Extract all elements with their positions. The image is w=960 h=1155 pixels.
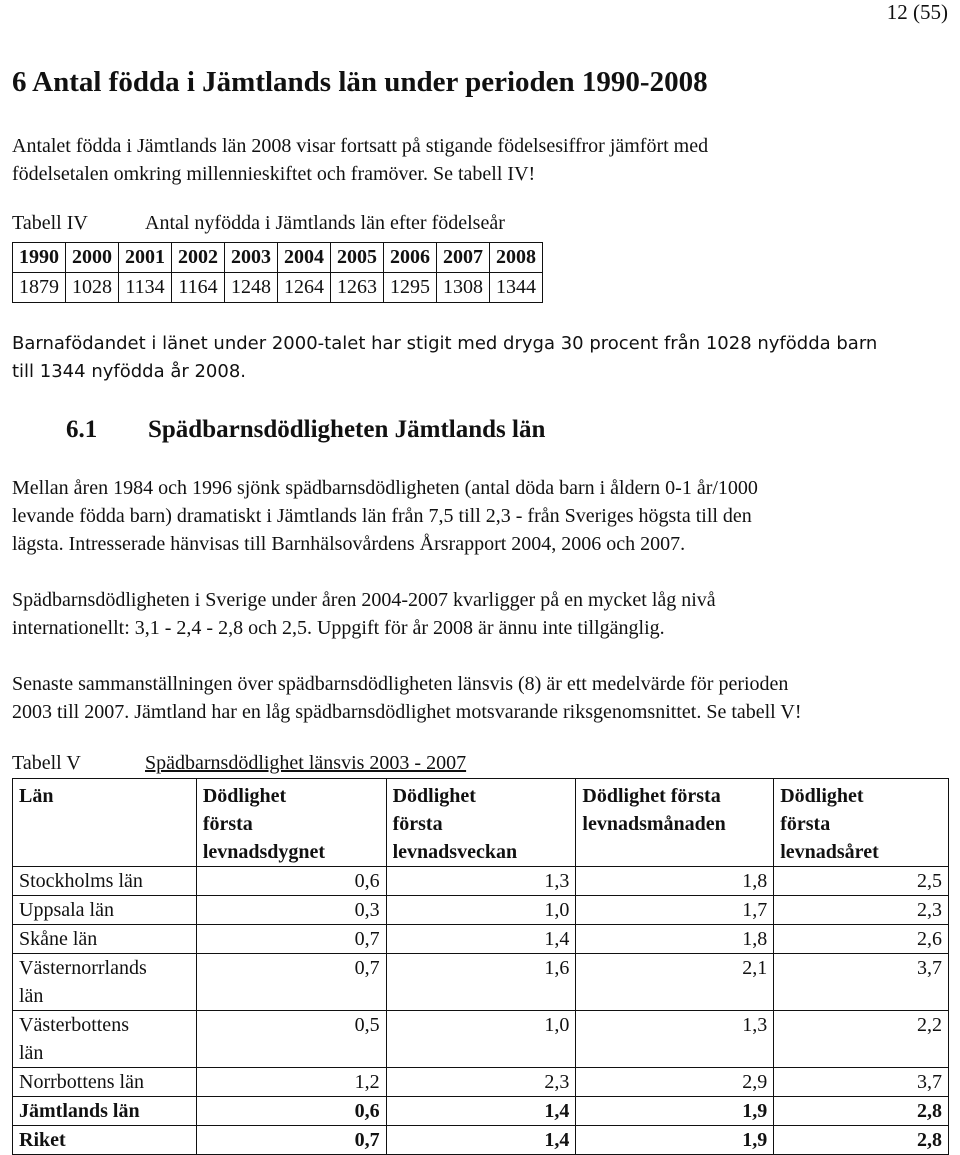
value-cell: 2,1 bbox=[576, 954, 774, 1011]
section-heading: 6 Antal födda i Jämtlands län under perioden 1990-2008 bbox=[12, 66, 708, 98]
region-line: län bbox=[19, 985, 44, 1007]
header-line: Län bbox=[19, 785, 54, 807]
value-cell: 1,3 bbox=[576, 1011, 774, 1068]
table5-caption bbox=[12, 752, 466, 775]
value-cell: 0,7 bbox=[196, 954, 386, 1011]
mortality-paragraph bbox=[12, 474, 952, 558]
subsection-heading bbox=[66, 416, 545, 444]
value-cell: 2,8 bbox=[774, 1126, 949, 1155]
births-cell: 1879 bbox=[13, 273, 66, 303]
value-cell: 2,8 bbox=[774, 1097, 949, 1126]
header-line: första bbox=[392, 813, 443, 835]
header-month bbox=[576, 779, 774, 867]
header-line: Dödlighet bbox=[392, 785, 476, 807]
header-region bbox=[13, 779, 197, 867]
table-row bbox=[13, 1011, 949, 1068]
value-cell: 0,7 bbox=[196, 925, 386, 954]
year-cell: 2006 bbox=[384, 243, 437, 273]
region-cell: Uppsala län bbox=[13, 896, 197, 925]
paragraph-line: Senaste sammanställningen över spädbarnsdödligheten länsvis (8) är ett medelvärde för perioden bbox=[12, 673, 789, 695]
region-cell: Norrbottens län bbox=[13, 1068, 197, 1097]
paragraph-line: internationellt: 3,1 - 2,4 - 2,8 och 2,5. Uppgift för år 2008 är ännu inte tillgänglig. bbox=[12, 617, 665, 639]
page-number: 12 (55) bbox=[886, 0, 948, 24]
table-row bbox=[13, 925, 949, 954]
table5-label: Tabell V bbox=[12, 752, 81, 774]
header-line: levnadsdygnet bbox=[202, 841, 326, 863]
value-cell: 1,8 bbox=[576, 925, 774, 954]
births-cell: 1344 bbox=[490, 273, 543, 303]
births-cell: 1295 bbox=[384, 273, 437, 303]
value-cell: 2,2 bbox=[774, 1011, 949, 1068]
region-line: län bbox=[19, 1042, 44, 1064]
header-line: levnadsåret bbox=[780, 841, 879, 863]
births-cell: 1264 bbox=[278, 273, 331, 303]
value-cell: 0,3 bbox=[196, 896, 386, 925]
value-cell: 1,0 bbox=[386, 1011, 576, 1068]
header-line: levnadsmånaden bbox=[582, 813, 726, 835]
region-line: Västerbottens bbox=[19, 1014, 129, 1036]
mortality-header-row bbox=[13, 779, 949, 867]
region-cell: Jämtlands län bbox=[13, 1097, 197, 1126]
header-line: Dödlighet bbox=[202, 785, 287, 807]
value-cell: 3,7 bbox=[774, 1068, 949, 1097]
value-cell: 0,7 bbox=[196, 1126, 386, 1155]
header-week bbox=[386, 779, 576, 867]
subsection-number: 6.1 bbox=[66, 416, 98, 443]
region-line: Västernorrlands bbox=[19, 957, 147, 979]
table4-label: Tabell IV bbox=[12, 212, 88, 234]
value-cell: 1,0 bbox=[386, 896, 576, 925]
value-cell: 1,4 bbox=[386, 925, 576, 954]
value-cell: 1,4 bbox=[386, 1126, 576, 1155]
value-cell: 1,6 bbox=[386, 954, 576, 1011]
value-cell: 1,8 bbox=[576, 867, 774, 896]
value-cell: 1,4 bbox=[386, 1097, 576, 1126]
table-row bbox=[13, 1126, 949, 1155]
births-cell: 1263 bbox=[331, 273, 384, 303]
paragraph-line: Mellan åren 1984 och 1996 sjönk spädbarnsdödligheten (antal döda barn i åldern 0-1 år/1000 bbox=[12, 477, 758, 499]
value-cell: 1,9 bbox=[576, 1126, 774, 1155]
births-paragraph-line: till 1344 nyfödda år 2008. bbox=[12, 361, 247, 382]
region-cell: Skåne län bbox=[13, 925, 197, 954]
year-cell: 2005 bbox=[331, 243, 384, 273]
table-row bbox=[13, 896, 949, 925]
births-count-row bbox=[13, 273, 543, 303]
births-years-row bbox=[13, 243, 543, 273]
paragraph-line: 2003 till 2007. Jämtland har en låg spädbarnsdödlighet motsvarande riksgenomsnittet. Se tabell V! bbox=[12, 701, 802, 723]
births-paragraph-line: Barnafödandet i länet under 2000-talet har stigit med dryga 30 procent från 1028 nyfödda barn bbox=[12, 333, 878, 354]
paragraph-line: Spädbarnsdödligheten i Sverige under åren 2004-2007 kvarligger på en mycket låg nivå bbox=[12, 589, 716, 611]
value-cell: 0,6 bbox=[196, 867, 386, 896]
value-cell: 3,7 bbox=[774, 954, 949, 1011]
paragraph-line: lägsta. Intresserade hänvisas till Barnhälsovårdens Årsrapport 2004, 2006 och 2007. bbox=[12, 533, 686, 555]
region-cell: Stockholms län bbox=[13, 867, 197, 896]
year-cell: 2001 bbox=[119, 243, 172, 273]
table-row bbox=[13, 954, 949, 1011]
value-cell: 2,9 bbox=[576, 1068, 774, 1097]
year-cell: 2008 bbox=[490, 243, 543, 273]
births-table bbox=[12, 242, 543, 303]
value-cell: 0,5 bbox=[196, 1011, 386, 1068]
mortality-table bbox=[12, 778, 949, 1155]
value-cell: 2,5 bbox=[774, 867, 949, 896]
value-cell: 2,6 bbox=[774, 925, 949, 954]
value-cell: 1,9 bbox=[576, 1097, 774, 1126]
value-cell: 1,7 bbox=[576, 896, 774, 925]
intro-paragraph bbox=[12, 132, 952, 188]
births-cell: 1028 bbox=[66, 273, 119, 303]
header-line: första bbox=[780, 813, 831, 835]
value-cell: 0,6 bbox=[196, 1097, 386, 1126]
value-cell: 2,3 bbox=[774, 896, 949, 925]
table5-title: Spädbarnsdödlighet länsvis 2003 - 2007 bbox=[145, 752, 467, 774]
table4-title: Antal nyfödda i Jämtlands län efter födelseår bbox=[145, 212, 505, 234]
intro-line: födelsetalen omkring millennieskiftet och framöver. Se tabell IV! bbox=[12, 163, 536, 185]
births-cell: 1134 bbox=[119, 273, 172, 303]
births-cell: 1248 bbox=[225, 273, 278, 303]
value-cell: 1,3 bbox=[386, 867, 576, 896]
header-line: första bbox=[202, 813, 253, 835]
region-cell bbox=[13, 1011, 197, 1068]
year-cell: 2000 bbox=[66, 243, 119, 273]
intro-line: Antalet födda i Jämtlands län 2008 visar fortsatt på stigande födelsesiffror jämfört med bbox=[12, 135, 709, 157]
table4-caption bbox=[12, 212, 505, 235]
births-cell: 1164 bbox=[172, 273, 225, 303]
year-cell: 2003 bbox=[225, 243, 278, 273]
region-cell: Riket bbox=[13, 1126, 197, 1155]
year-cell: 1990 bbox=[13, 243, 66, 273]
table-row bbox=[13, 1097, 949, 1126]
year-cell: 2002 bbox=[172, 243, 225, 273]
subsection-title: Spädbarnsdödligheten Jämtlands län bbox=[148, 416, 546, 443]
year-cell: 2004 bbox=[278, 243, 331, 273]
value-cell: 1,2 bbox=[196, 1068, 386, 1097]
header-line: Dödlighet första bbox=[582, 785, 721, 807]
header-line: levnadsveckan bbox=[392, 841, 518, 863]
header-year bbox=[774, 779, 949, 867]
table-row bbox=[13, 1068, 949, 1097]
sweden-paragraph bbox=[12, 586, 952, 642]
header-day bbox=[196, 779, 386, 867]
paragraph-line: levande födda barn) dramatiskt i Jämtlands län från 7,5 till 2,3 - från Sveriges högsta till den bbox=[12, 505, 752, 527]
births-cell: 1308 bbox=[437, 273, 490, 303]
header-line: Dödlighet bbox=[780, 785, 864, 807]
summary-paragraph bbox=[12, 670, 952, 726]
births-paragraph bbox=[12, 330, 952, 386]
value-cell: 2,3 bbox=[386, 1068, 576, 1097]
region-cell bbox=[13, 954, 197, 1011]
table-row bbox=[13, 867, 949, 896]
year-cell: 2007 bbox=[437, 243, 490, 273]
